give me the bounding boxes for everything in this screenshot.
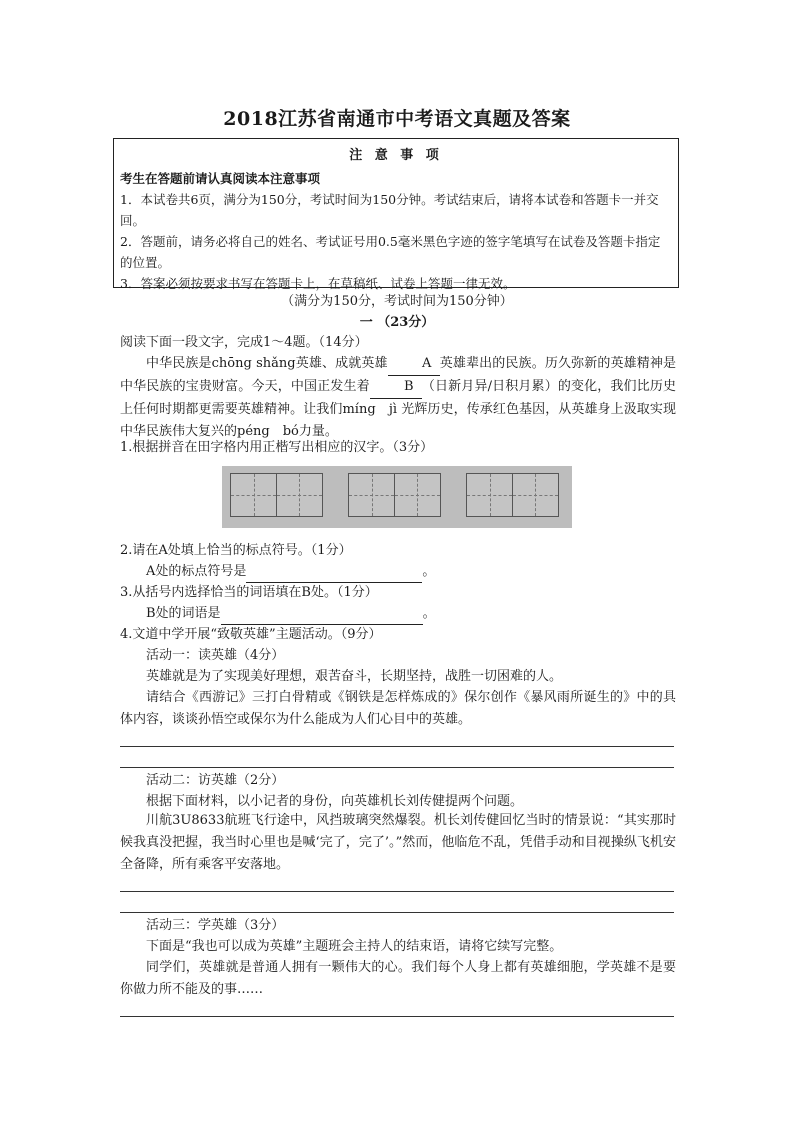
answer-line[interactable] <box>120 912 674 913</box>
period: 。 <box>422 606 436 621</box>
grid-cell[interactable] <box>276 473 323 517</box>
activity-2-title: 活动二：访英雄（2分） <box>146 773 285 788</box>
grid-cell[interactable] <box>394 473 441 517</box>
activity-1-prompt: 请结合《西游记》三打白骨精或《钢铁是怎样炼成的》保尔创作《暴风雨所诞生的》中的具体内容，谈谈孙悟空或保尔为什么能成为人们心目中的英雄。 <box>120 690 676 727</box>
notice-box <box>113 138 679 291</box>
notice-item: 1．本试卷共6页，满分为150分，考试时间为150分钟。考试结束后，请将本试卷和答题卡一并交回。 <box>120 192 659 228</box>
character-grid-group <box>230 473 321 517</box>
activity-3-prompt: 同学们，英雄就是普通人拥有一颗伟大的心。我们每个人身上都有英雄细胞，学英雄不是要你做力所不能及的事…… <box>120 960 676 997</box>
passage-text: （日新月异/日积月累）的变化，我们比历史上任何时期都更需要英雄精神。让我们míng jì 光辉历史，传承红色基因，从英雄身上汲取实现中华民族伟大复兴的péng bó力量。 <box>120 379 676 439</box>
answer-prompt: A处的标点符号是 <box>146 564 247 579</box>
notice-item: 2．答题前，请务必将自己的姓名、考试证号用0.5毫米黑色字迹的签字笔填写在试卷及答题卡指定的位置。 <box>120 234 661 270</box>
notice-item: 3．答案必须按要求书写在答题卡上，在草稿纸、试卷上答题一律无效。 <box>120 276 516 291</box>
answer-line[interactable] <box>120 746 674 747</box>
grid-cell[interactable] <box>348 473 395 517</box>
reading-intro: 阅读下面一段文字，完成1～4题。（14分） <box>120 335 368 350</box>
question-2: 2.请在A处填上恰当的标点符号。（1分） <box>120 543 352 558</box>
page-title: 2018江苏省南通市中考语文真题及答案 <box>223 108 571 130</box>
question-4: 4.文道中学开展“致敬英雄”主题活动。（9分） <box>120 627 382 642</box>
passage-text: 英雄辈出的民族。历久弥新的英雄精神是中华民族的宝贵财富。今天，中国正发生着 <box>120 356 676 394</box>
character-grid-group <box>466 473 557 517</box>
answer-blank[interactable] <box>221 603 423 625</box>
question-1: 1.根据拼音在田字格内用正楷写出相应的汉字。（3分） <box>120 440 434 455</box>
answer-line[interactable] <box>120 891 674 892</box>
question-2-answer <box>146 561 435 583</box>
activity-3-title: 活动三：学英雄（3分） <box>146 918 285 933</box>
character-grid-image <box>222 466 572 528</box>
reading-passage <box>120 353 676 443</box>
character-grid-group <box>348 473 439 517</box>
section-heading: 一 （23分） <box>359 315 435 330</box>
blank-b: B <box>370 376 422 399</box>
activity-1-title: 活动一：读英雄（4分） <box>146 648 285 663</box>
question-3-answer <box>146 603 436 625</box>
activity-2-material: 川航3U8633航班飞行途中，风挡玻璃突然爆裂。机长刘传健回忆当时的情景说：“其实那时候我真没把握，我当时心里也是喊‘完了，完了’。”然而，他临危不乱，凭借手动和目视操纵飞机安全备降，所有乘客平安落地。 <box>120 813 676 872</box>
notice-subheading: 考生在答题前请认真阅读本注意事项 <box>120 171 321 186</box>
period: 。 <box>422 564 436 579</box>
grid-cell[interactable] <box>230 473 277 517</box>
question-3: 3.从括号内选择恰当的词语填在B处。（1分） <box>120 585 378 600</box>
grid-cell[interactable] <box>512 473 559 517</box>
grid-cell[interactable] <box>466 473 513 517</box>
answer-prompt: B处的词语是 <box>146 606 221 621</box>
answer-blank[interactable] <box>246 561 422 583</box>
blank-a: A <box>388 353 440 376</box>
activity-1-text: 英雄就是为了实现美好理想，艰苦奋斗，长期坚持，战胜一切困难的人。 <box>146 669 563 684</box>
passage-text: 中华民族是chōng shǎng英雄、成就英雄 <box>146 356 388 371</box>
activity-2-text: 根据下面材料，以小记者的身份，向英雄机长刘传健提两个问题。 <box>146 794 524 809</box>
activity-3-text: 下面是“我也可以成为英雄”主题班会主持人的结束语，请将它续写完整。 <box>146 939 563 954</box>
exam-info: （满分为150分，考试时间为150分钟） <box>281 294 513 309</box>
notice-heading: 注 意 事 项 <box>349 148 443 163</box>
answer-line[interactable] <box>120 767 674 768</box>
answer-line[interactable] <box>120 1016 674 1017</box>
